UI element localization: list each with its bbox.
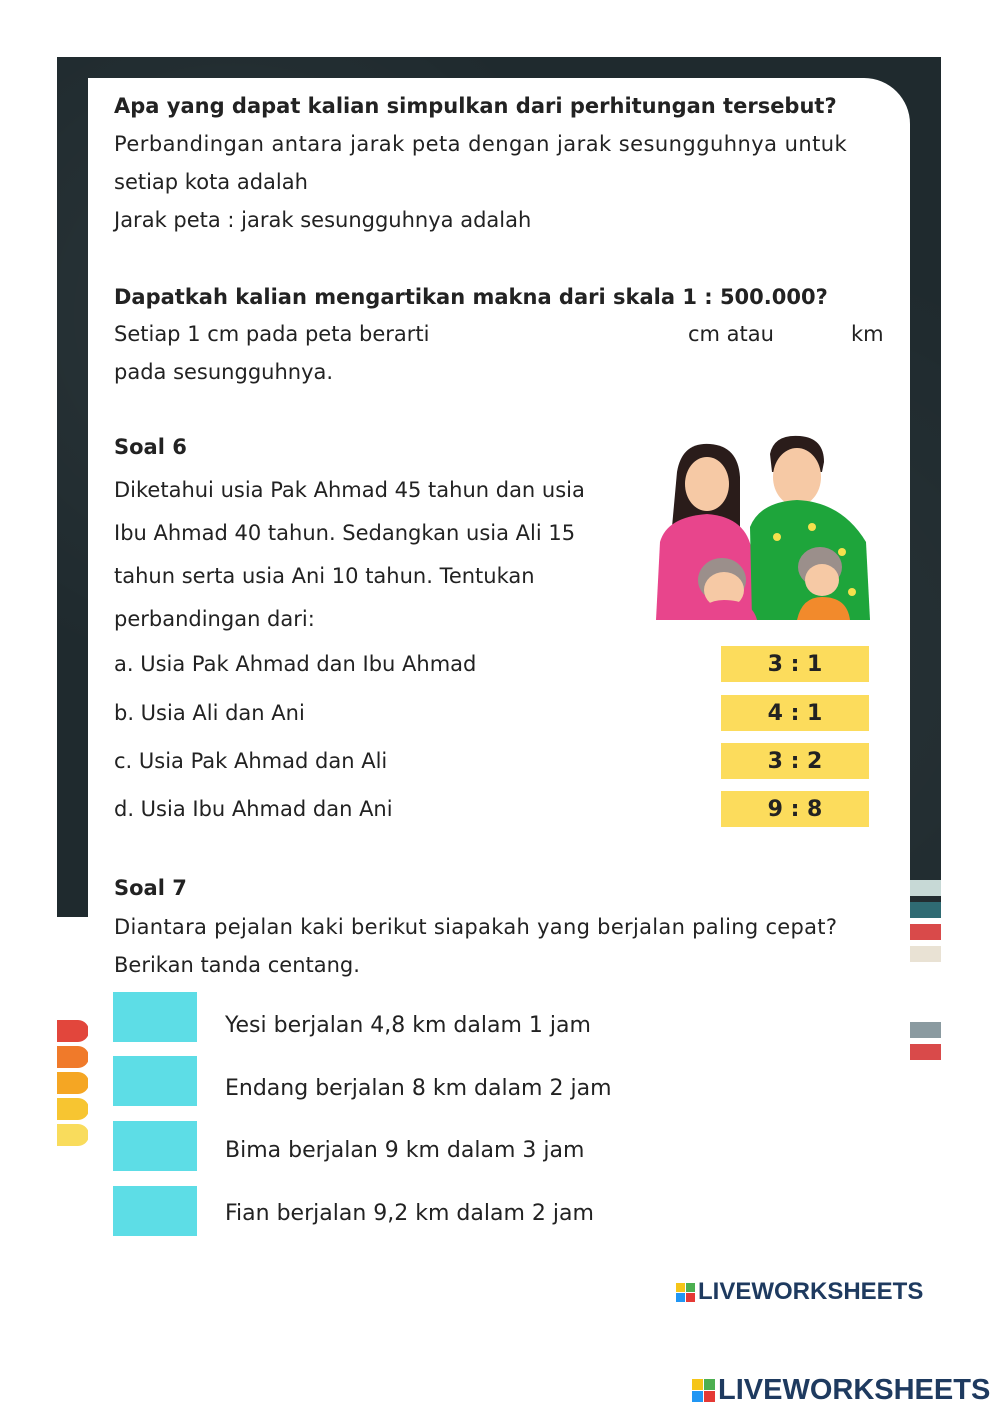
soal6-text-line: Diketahui usia Pak Ahmad 45 tahun dan usia — [114, 478, 585, 502]
liveworksheets-logo-text: LIVEWORKSHEETS — [718, 1374, 991, 1406]
soal6-item-label: c. Usia Pak Ahmad dan Ali — [114, 749, 388, 773]
checkbox-option[interactable] — [113, 1056, 197, 1106]
soal6-answer-box[interactable]: 3 : 2 — [721, 743, 869, 779]
scale-line-1-km: km — [851, 322, 884, 346]
soal6-answer-box[interactable]: 3 : 1 — [721, 646, 869, 682]
soal6-answer-box[interactable]: 4 : 1 — [721, 695, 869, 731]
scale-line-1-start: Setiap 1 cm pada peta berarti — [114, 322, 430, 346]
soal6-text-line: tahun serta usia Ani 10 tahun. Tentukan — [114, 564, 535, 588]
walker-option-label: Fian berjalan 9,2 km dalam 2 jam — [225, 1201, 594, 1226]
soal6-text-line: Ibu Ahmad 40 tahun. Sedangkan usia Ali 15 — [114, 521, 576, 545]
soal7-question-line-2: Berikan tanda centang. — [114, 953, 360, 977]
soal6-item-label: a. Usia Pak Ahmad dan Ibu Ahmad — [114, 652, 477, 676]
family-illustration — [652, 432, 874, 620]
soal6-item-label: d. Usia Ibu Ahmad dan Ani — [114, 797, 393, 821]
conclusion-line-1: Perbandingan antara jarak peta dengan jarak sesungguhnya untuk — [114, 132, 848, 156]
liveworksheets-logo-icon — [692, 1379, 715, 1402]
conclusion-line-3: Jarak peta : jarak sesungguhnya adalah — [114, 208, 532, 232]
colored-pencils-decoration — [57, 1020, 89, 1170]
scale-question: Dapatkah kalian mengartikan makna dari skala 1 : 500.000? — [114, 285, 828, 309]
scale-line-1-cm: cm atau — [688, 322, 774, 346]
scale-line-2: pada sesungguhnya. — [114, 360, 334, 384]
soal6-text-line: perbandingan dari: — [114, 607, 315, 631]
checkbox-option[interactable] — [113, 1186, 197, 1236]
soal7-question-line-1: Diantara pejalan kaki berikut siapakah yang berjalan paling cepat? — [114, 915, 838, 939]
liveworksheets-logo-text: LIVEWORKSHEETS — [698, 1278, 924, 1305]
soal6-title: Soal 6 — [114, 435, 187, 459]
books-decoration — [908, 880, 941, 1080]
soal6-item-label: b. Usia Ali dan Ani — [114, 701, 305, 725]
soal6-answer-box[interactable]: 9 : 8 — [721, 791, 869, 827]
conclusion-question: Apa yang dapat kalian simpulkan dari perhitungan tersebut? — [114, 94, 837, 118]
liveworksheets-logo — [676, 1278, 923, 1306]
walker-option-label: Bima berjalan 9 km dalam 3 jam — [225, 1138, 585, 1163]
checkbox-option[interactable] — [113, 1121, 197, 1171]
walker-option-label: Endang berjalan 8 km dalam 2 jam — [225, 1076, 612, 1101]
walker-option-label: Yesi berjalan 4,8 km dalam 1 jam — [225, 1013, 591, 1038]
liveworksheets-footer-logo — [692, 1374, 990, 1407]
conclusion-line-2: setiap kota adalah — [114, 170, 308, 194]
soal7-title: Soal 7 — [114, 876, 187, 900]
liveworksheets-logo-icon — [676, 1283, 695, 1302]
checkbox-option[interactable] — [113, 992, 197, 1042]
